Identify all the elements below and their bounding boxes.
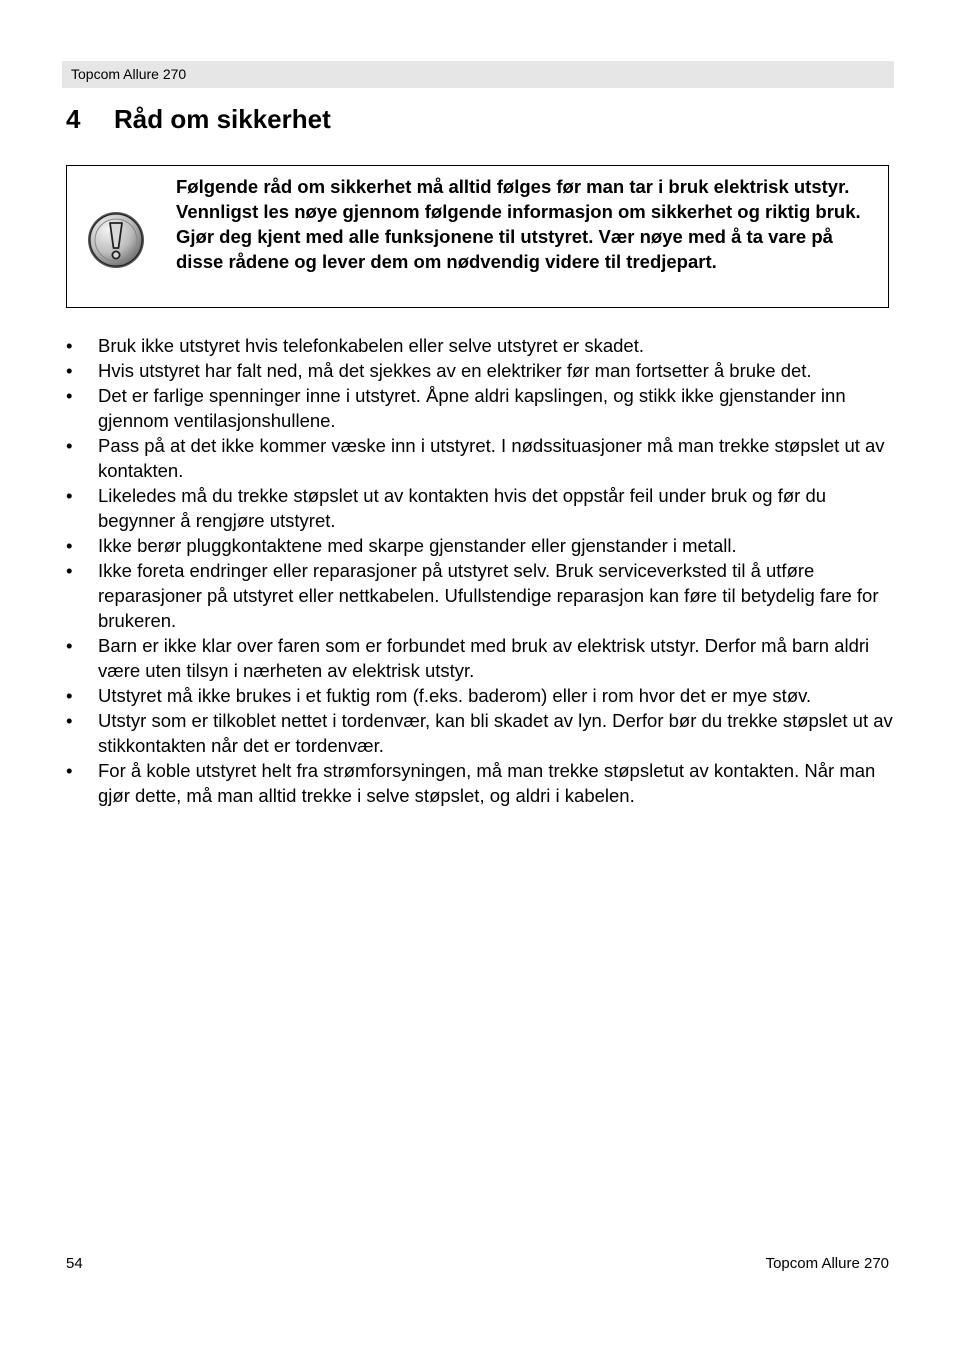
bullet: • <box>66 360 73 381</box>
bullet: • <box>66 535 73 556</box>
running-header <box>62 61 894 88</box>
safety-notice-text <box>176 174 876 274</box>
exclamation-badge-icon <box>86 210 146 270</box>
bullet: • <box>66 710 73 731</box>
safety-rules-list <box>66 333 896 808</box>
page-number: 54 <box>66 1255 83 1272</box>
footer-product-name: Topcom Allure 270 <box>765 1255 889 1272</box>
list-item: • Likeledes må du trekke støpslet ut av kontakten hvis det oppstår feil under bruk og før du begynner å rengjøre utstyret. <box>66 485 827 531</box>
section-title: Råd om sikkerhet <box>114 104 331 134</box>
bullet: • <box>66 335 73 356</box>
list-item: • For å koble utstyret helt fra strømforsyningen, må man trekke støpsletut av kontakten. Når man gjør dette, må man alltid trekke i selve støpslet, og aldri i kabelen. <box>66 760 876 806</box>
bullet: • <box>66 685 73 706</box>
list-item: • Ikke foreta endringer eller reparasjoner på utstyret selv. Bruk serviceverksted til å utføre reparasjoner på utstyret eller nettkabelen. Ufullstendige reparasjon kan føre til betydelig fare for brukeren. <box>66 560 879 631</box>
list-item: • Ikke berør pluggkontaktene med skarpe gjenstander eller gjenstander i metall. <box>66 535 737 556</box>
header-product-name: Topcom Allure 270 <box>71 66 187 82</box>
bullet: • <box>66 485 73 506</box>
bullet: • <box>66 435 73 456</box>
list-item: • Pass på at det ikke kommer væske inn i utstyret. I nødssituasjoner må man trekke støpslet ut av kontakten. <box>66 435 885 481</box>
list-item: • Barn er ikke klar over faren som er forbundet med bruk av elektrisk utstyr. Derfor må barn aldri være uten tilsyn i nærheten av elektrisk utstyr. <box>66 635 870 681</box>
notice-paragraph: Følgende råd om sikkerhet må alltid følges før man tar i bruk elektrisk utstyr. <box>176 176 850 197</box>
bullet: • <box>66 385 73 406</box>
notice-paragraph: Vennligst les nøye gjennom følgende informasjon om sikkerhet og riktig bruk. Gjør deg kjent med alle funksjonene til utstyret. Vær nøye med å ta vare på disse rådene og lever dem om nødvendig videre til tredjepart. <box>176 201 861 272</box>
list-item: • Utstyr som er tilkoblet nettet i tordenvær, kan bli skadet av lyn. Derfor bør du trekke støpslet ut av stikkontakten når det er tordenvær. <box>66 710 893 756</box>
list-item: • Bruk ikke utstyret hvis telefonkabelen eller selve utstyret er skadet. <box>66 335 645 356</box>
safety-notice-box <box>66 165 889 308</box>
list-item: • Hvis utstyret har falt ned, må det sjekkes av en elektriker før man fortsetter å bruke det. <box>66 360 812 381</box>
bullet: • <box>66 635 73 656</box>
bullet: • <box>66 760 73 781</box>
list-item: • Det er farlige spenninger inne i utstyret. Åpne aldri kapslingen, og stikk ikke gjenstander inn gjennom ventilasjonshullene. <box>66 385 846 431</box>
list-item: • Utstyret må ikke brukes i et fuktig rom (f.eks. baderom) eller i rom hvor det er mye støv. <box>66 685 812 706</box>
section-heading <box>66 103 331 135</box>
section-number: 4 <box>66 104 81 134</box>
bullet: • <box>66 560 73 581</box>
